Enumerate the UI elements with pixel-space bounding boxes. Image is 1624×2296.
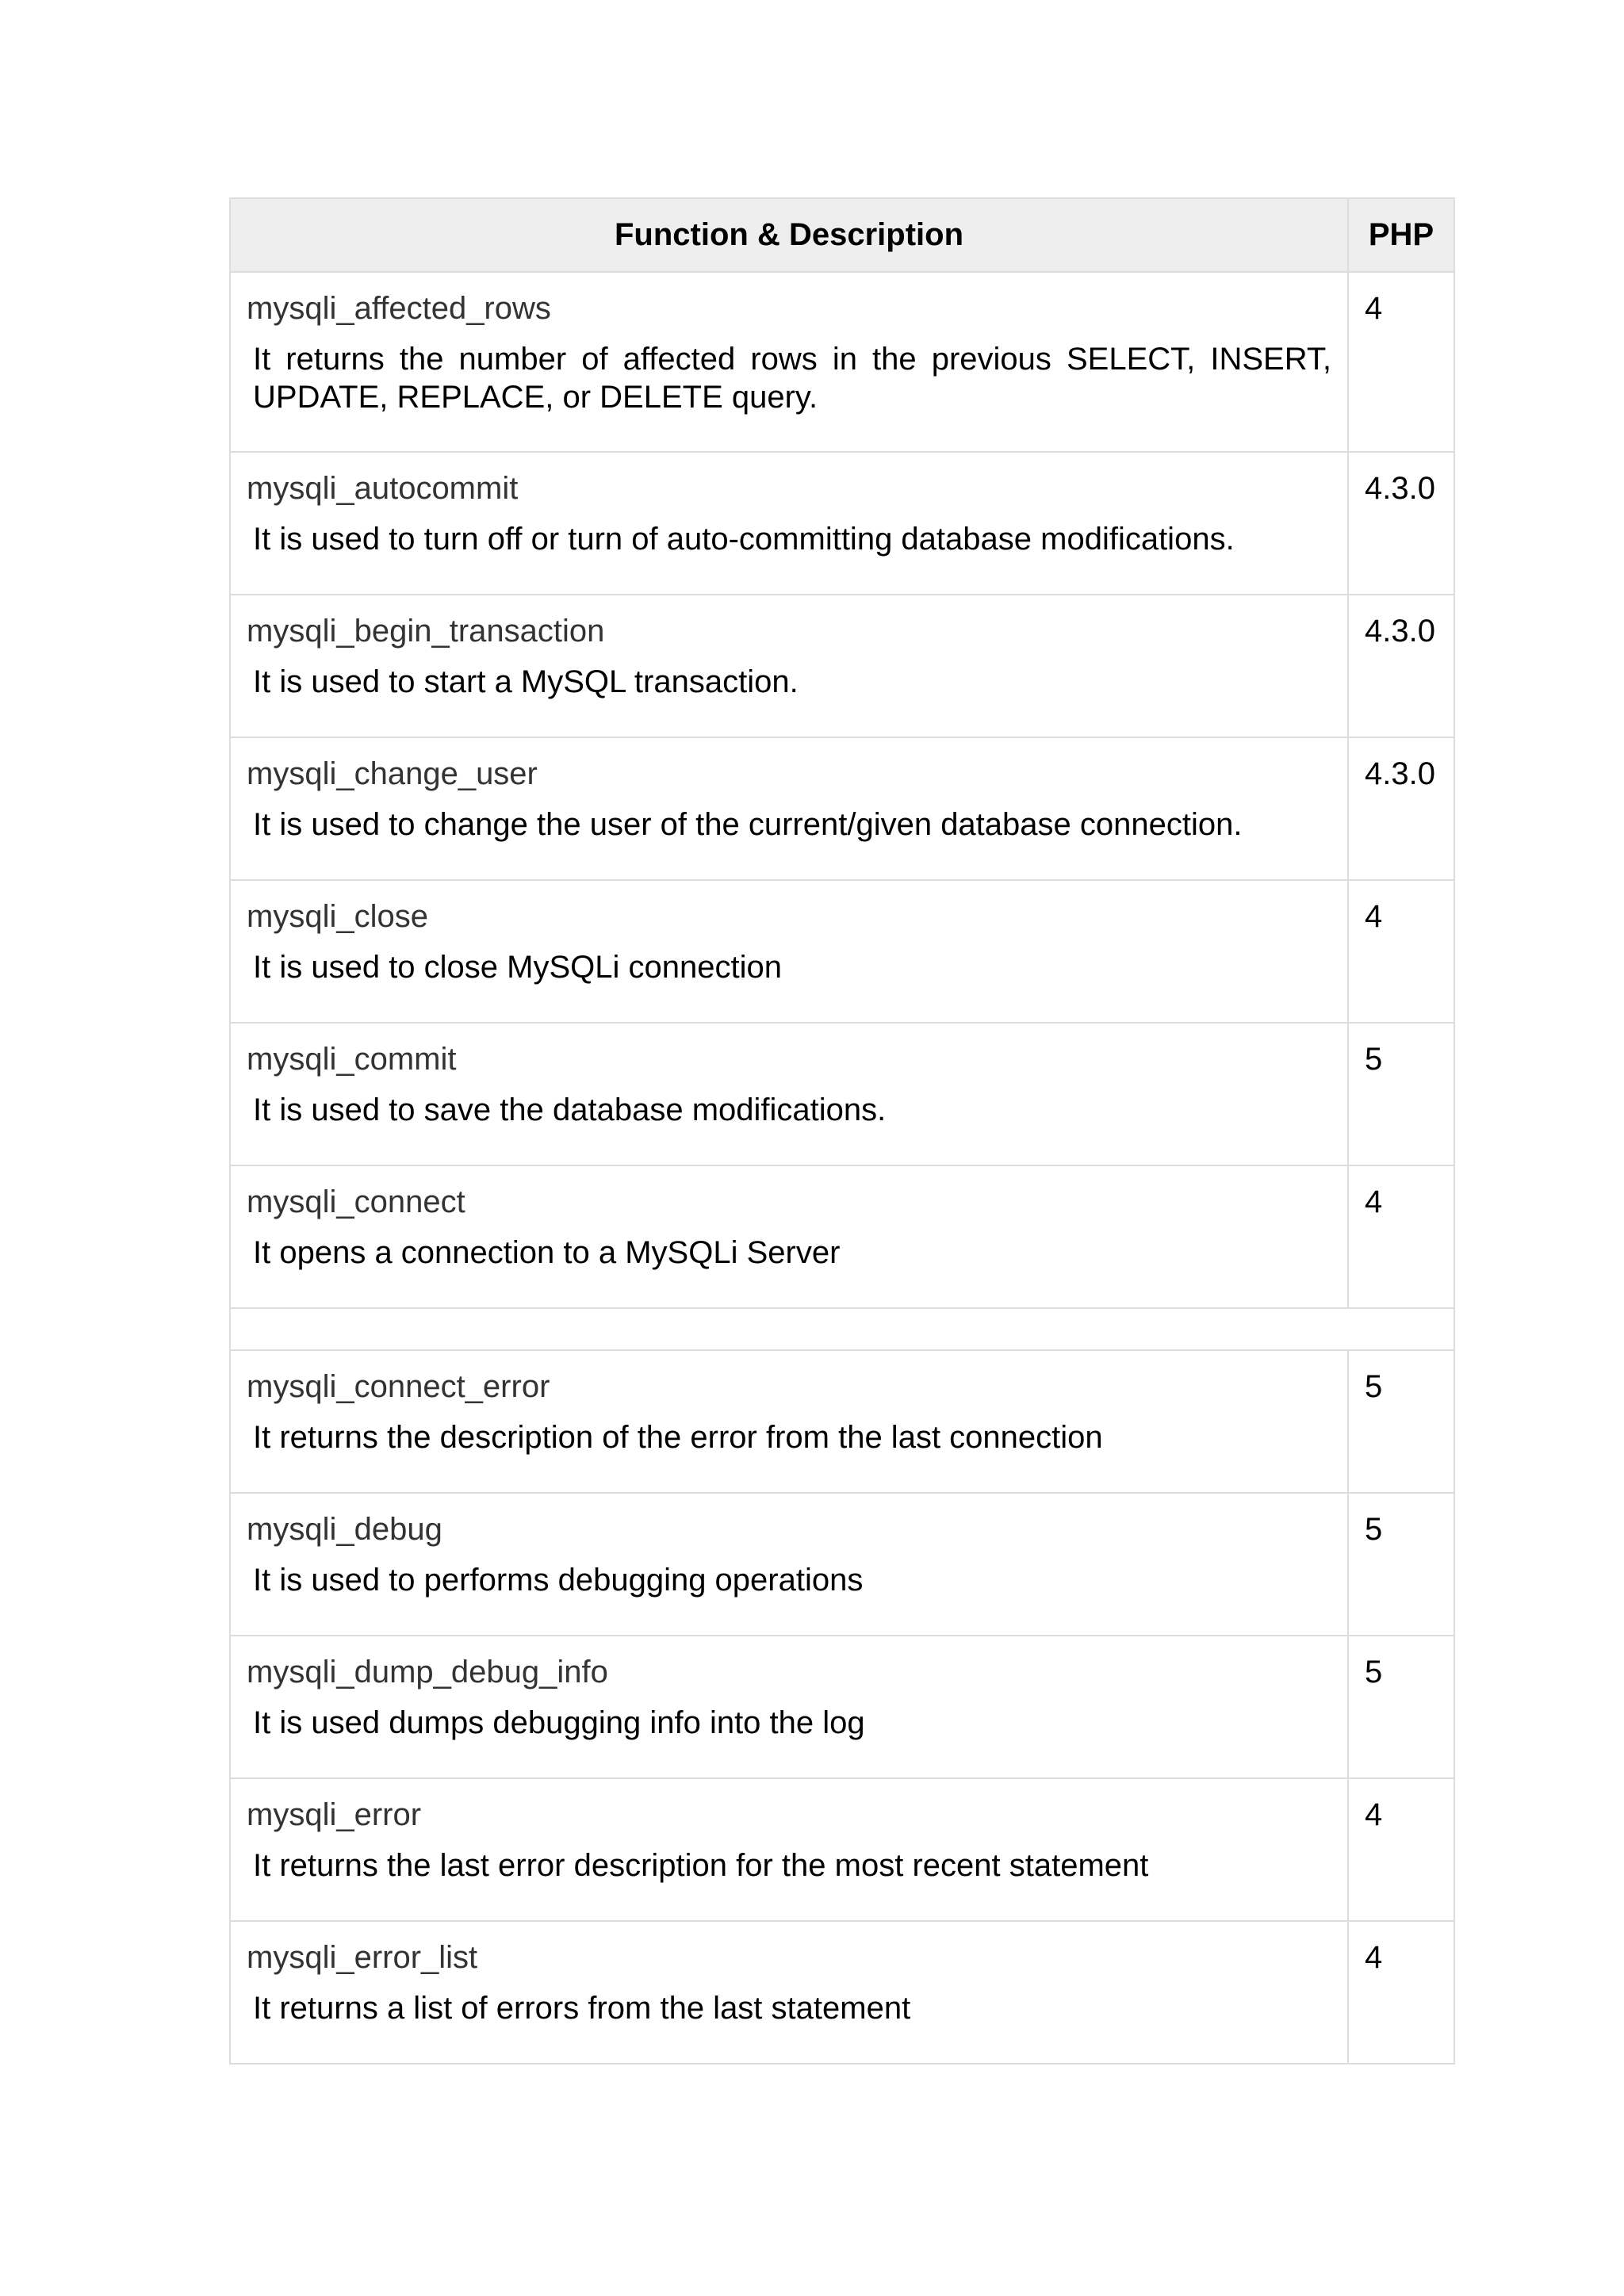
spacer-cell xyxy=(230,1308,1454,1350)
table-spacer-row xyxy=(230,1308,1454,1350)
php-version-cell xyxy=(1348,595,1454,737)
function-description: It returns the last error description for the most recent statement xyxy=(253,1848,1149,1883)
function-cell xyxy=(230,452,1348,595)
function-description: It is used to change the user of the current/given database connection. xyxy=(253,807,1243,842)
table-row xyxy=(230,1350,1454,1493)
function-description: It opens a connection to a MySQLi Server xyxy=(253,1235,841,1270)
function-description: It returns a list of errors from the last statement xyxy=(253,1991,911,2026)
function-name: mysqli_affected_rows xyxy=(247,291,551,326)
function-name: mysqli_error_list xyxy=(247,1940,478,1975)
php-version-cell xyxy=(1348,1023,1454,1165)
php-version-cell xyxy=(1348,737,1454,880)
php-version: 4.3.0 xyxy=(1365,471,1435,506)
php-version: 4 xyxy=(1365,899,1383,934)
table-row xyxy=(230,1493,1454,1636)
function-cell xyxy=(230,880,1348,1023)
function-cell xyxy=(230,595,1348,737)
function-name: mysqli_error xyxy=(247,1797,422,1832)
function-description: It is used to close MySQLi connection xyxy=(253,950,782,985)
table-row xyxy=(230,1778,1454,1921)
php-version-cell xyxy=(1348,880,1454,1023)
function-cell xyxy=(230,1636,1348,1778)
php-version-cell xyxy=(1348,1350,1454,1493)
function-name: mysqli_autocommit xyxy=(247,471,519,506)
function-cell xyxy=(230,1921,1348,2064)
function-cell xyxy=(230,272,1348,452)
table-row xyxy=(230,1921,1454,2064)
function-name: mysqli_dump_debug_info xyxy=(247,1655,608,1689)
function-description: It returns the number of affected rows in the previous SELECT, INSERT, UPDATE, REPLACE, or DELETE query. xyxy=(253,342,1331,415)
table-row xyxy=(230,595,1454,737)
function-description: It is used to save the database modifications. xyxy=(253,1093,887,1127)
php-version-cell xyxy=(1348,1921,1454,2064)
php-version: 4 xyxy=(1365,1940,1383,1975)
php-version: 4.3.0 xyxy=(1365,756,1435,791)
function-cell xyxy=(230,1165,1348,1308)
function-name: mysqli_debug xyxy=(247,1512,442,1547)
function-cell xyxy=(230,737,1348,880)
php-version-cell xyxy=(1348,1165,1454,1308)
table-row xyxy=(230,1636,1454,1778)
php-version-cell xyxy=(1348,272,1454,452)
table-row xyxy=(230,1023,1454,1165)
function-cell xyxy=(230,1023,1348,1165)
table-row xyxy=(230,272,1454,452)
functions-table xyxy=(229,197,1455,2064)
function-name: mysqli_commit xyxy=(247,1042,457,1077)
function-name: mysqli_connect xyxy=(247,1184,465,1219)
php-version-cell xyxy=(1348,1778,1454,1921)
function-description: It is used to start a MySQL transaction. xyxy=(253,664,799,699)
php-version: 4 xyxy=(1365,1184,1383,1219)
php-version: 5 xyxy=(1365,1369,1383,1404)
php-version-cell xyxy=(1348,452,1454,595)
php-version: 4 xyxy=(1365,291,1383,326)
php-version: 5 xyxy=(1365,1655,1383,1689)
php-version: 4.3.0 xyxy=(1365,614,1435,649)
function-description: It is used dumps debugging info into the log xyxy=(253,1705,865,1740)
php-version: 5 xyxy=(1365,1512,1383,1547)
table-row xyxy=(230,1165,1454,1308)
php-version-cell xyxy=(1348,1636,1454,1778)
function-description: It is used to turn off or turn of auto-committing database modifications. xyxy=(253,522,1235,557)
function-name: mysqli_connect_error xyxy=(247,1369,550,1404)
php-version-cell xyxy=(1348,1493,1454,1636)
table-row xyxy=(230,452,1454,595)
header-php: PHP xyxy=(1348,198,1454,272)
php-version: 5 xyxy=(1365,1042,1383,1077)
function-name: mysqli_begin_transaction xyxy=(247,614,605,649)
function-name: mysqli_change_user xyxy=(247,756,538,791)
function-description: It returns the description of the error from the last connection xyxy=(253,1420,1103,1455)
function-cell xyxy=(230,1778,1348,1921)
php-version: 4 xyxy=(1365,1797,1383,1832)
table-row xyxy=(230,880,1454,1023)
header-function-description: Function & Description xyxy=(230,198,1348,272)
table-row xyxy=(230,737,1454,880)
function-description: It is used to performs debugging operations xyxy=(253,1563,864,1598)
table-header-row xyxy=(230,198,1454,272)
function-cell xyxy=(230,1493,1348,1636)
function-name: mysqli_close xyxy=(247,899,428,934)
function-cell xyxy=(230,1350,1348,1493)
